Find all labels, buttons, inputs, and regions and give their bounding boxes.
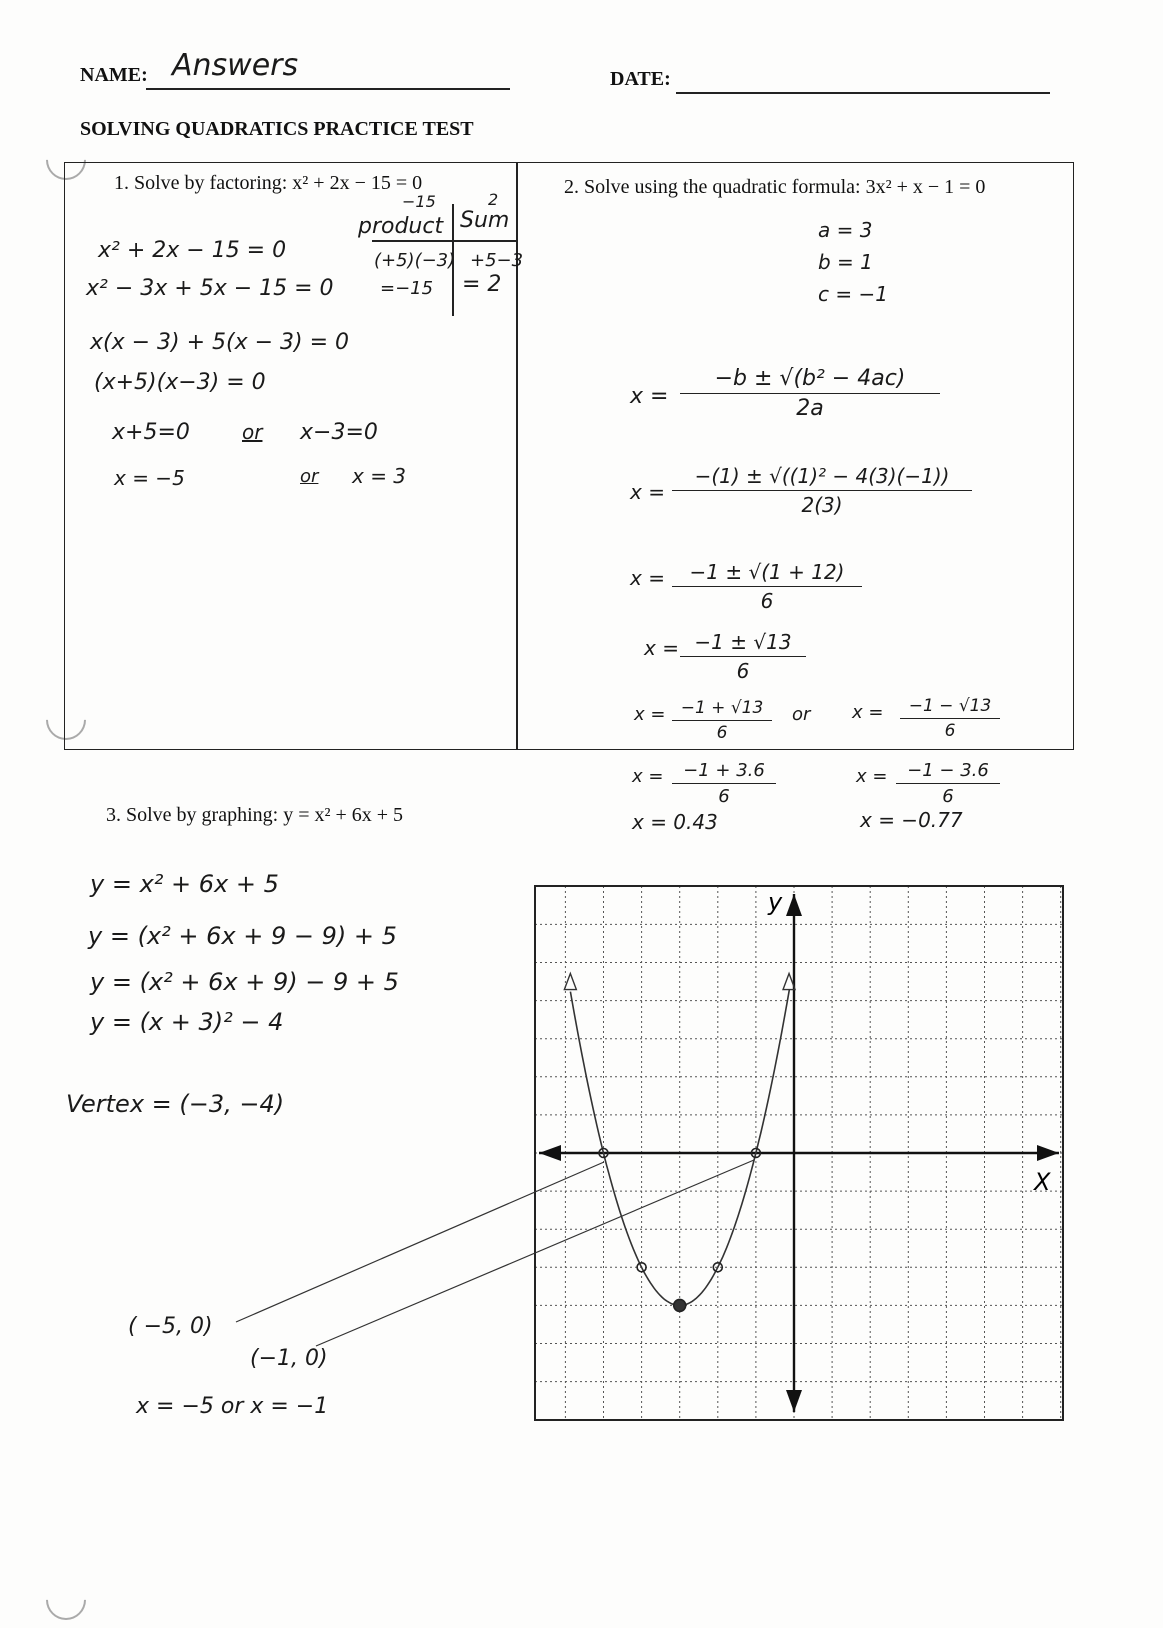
q2-ans1: x = 0.43 [632,810,718,834]
q2-d2-den: 6 [942,786,954,807]
graph-grid [535,886,1063,1420]
q1-step-2: x² − 3x + 5x − 15 = 0 [86,276,334,301]
q2-r2-den: 6 [944,721,956,741]
data-point [674,1299,686,1311]
y-axis-arrow-up [786,894,802,916]
parabola-points [599,1149,760,1312]
pointer-line-1 [236,1162,604,1322]
q2-d2-num: −1 − 3.6 [896,760,1000,784]
x-axis-arrow-left [539,1145,561,1161]
q2-a: a = 3 [818,218,873,242]
q2-s3-num: −1 ± √(1 + 12) [672,560,862,587]
q2-formula-lhs: x = [630,384,669,409]
q1-or-2: or [300,466,319,487]
q2-c: c = −1 [818,282,888,306]
q3-solution: x = −5 or x = −1 [136,1394,329,1419]
pointer-line-2 [316,1160,754,1346]
q2-r2 [900,696,1000,741]
parabola-arrow-left [564,974,576,990]
q2-b: b = 1 [818,250,873,274]
axis-y-label: y [768,888,783,916]
q2-sub-den: 2(3) [801,493,843,517]
data-point [713,1263,722,1272]
q2-r1 [672,698,772,743]
q2-s4-lhs: x = [644,636,679,660]
q1-or-1: or [242,420,263,444]
y-axis-arrow-down [786,1390,802,1412]
sum-top: 2 [488,190,499,209]
sum-label: Sum [460,208,510,233]
q3-point-2: (−1, 0) [250,1346,328,1371]
q2-d1 [672,760,776,807]
q3-prompt: 3. Solve by graphing: y = x² + 6x + 5 [106,804,404,826]
q2-prompt: 2. Solve using the quadratic formula: 3x² + x − 1 = 0 [564,176,986,198]
q1-sol-left: x = −5 [114,466,185,490]
q1-step-4: (x+5)(x−3) = 0 [94,370,266,395]
parabola-arrow-right [783,974,795,990]
q2-s3-lhs: x = [630,566,665,590]
q2-d2 [896,760,1000,807]
q2-s4-num: −1 ± √13 [680,630,806,657]
q1-step-3: x(x − 3) + 5(x − 3) = 0 [90,330,350,355]
parabola-series [564,974,795,1306]
q3-point-1: ( −5, 0) [128,1314,213,1339]
q2-formula-den: 2a [796,396,824,421]
q2-d1-num: −1 + 3.6 [672,760,776,784]
q2-d2-lhs: x = [856,766,888,787]
q3-step-3: y = (x² + 6x + 9) − 9 + 5 [90,968,399,996]
product-label: product [358,214,444,239]
sum-result: = 2 [462,272,502,297]
q3-step-2: y = (x² + 6x + 9 − 9) + 5 [88,922,397,950]
q2-r1-num: −1 + √13 [672,698,772,721]
name-underline [146,88,510,90]
data-point [637,1263,646,1272]
table-hline [372,240,518,242]
x-axis-arrow-right [1037,1145,1059,1161]
data-point [751,1149,760,1158]
q1-prompt: 1. Solve by factoring: x² + 2x − 15 = 0 [114,172,423,194]
q2-d1-den: 6 [718,786,730,807]
date-label: DATE: [610,68,671,90]
parabola-curve [570,989,789,1305]
graph-axes [539,894,1059,1412]
data-point [599,1149,608,1158]
q2-sub-lhs: x = [630,480,665,504]
q2-d1-lhs: x = [632,766,664,787]
axis-x-label: X [1034,1168,1051,1196]
q2-sub-num: −(1) ± √((1)² − 4(3)(−1)) [672,464,972,491]
q2-or: or [792,704,811,725]
q1-step-1: x² + 2x − 15 = 0 [98,238,287,263]
page-title: SOLVING QUADRATICS PRACTICE TEST [80,118,474,140]
q2-formula-num: −b ± √(b² − 4ac) [680,366,940,394]
q2-r1-den: 6 [716,723,728,743]
name-label: NAME: [80,64,148,86]
q2-formula [680,366,940,421]
q1-sol-right: x = 3 [352,464,407,488]
product-top: −15 [402,192,436,211]
q1-eq-right: x−3=0 [300,420,378,445]
q2-s3 [672,560,862,613]
name-value: Answers [172,48,299,83]
date-underline [676,92,1050,94]
graph-border [535,886,1063,1420]
q2-ans2: x = −0.77 [860,808,963,832]
q3-step-1: y = x² + 6x + 5 [90,870,279,898]
q2-s4-den: 6 [736,659,750,683]
q3-vertex: Vertex = (−3, −4) [66,1090,285,1118]
sum-calc: +5−3 [470,250,524,271]
q2-r2-num: −1 − √13 [900,696,1000,719]
q1-eq-left: x+5=0 [112,420,190,445]
product-result: =−15 [380,278,434,299]
q2-r1-lhs: x = [634,704,666,725]
q2-sub [672,464,972,517]
q3-step-4: y = (x + 3)² − 4 [90,1008,284,1036]
product-calc: (+5)(−3) [374,250,456,271]
q2-r2-lhs: x = [852,702,884,723]
q2-s4 [680,630,806,683]
q2-s3-den: 6 [760,589,774,613]
